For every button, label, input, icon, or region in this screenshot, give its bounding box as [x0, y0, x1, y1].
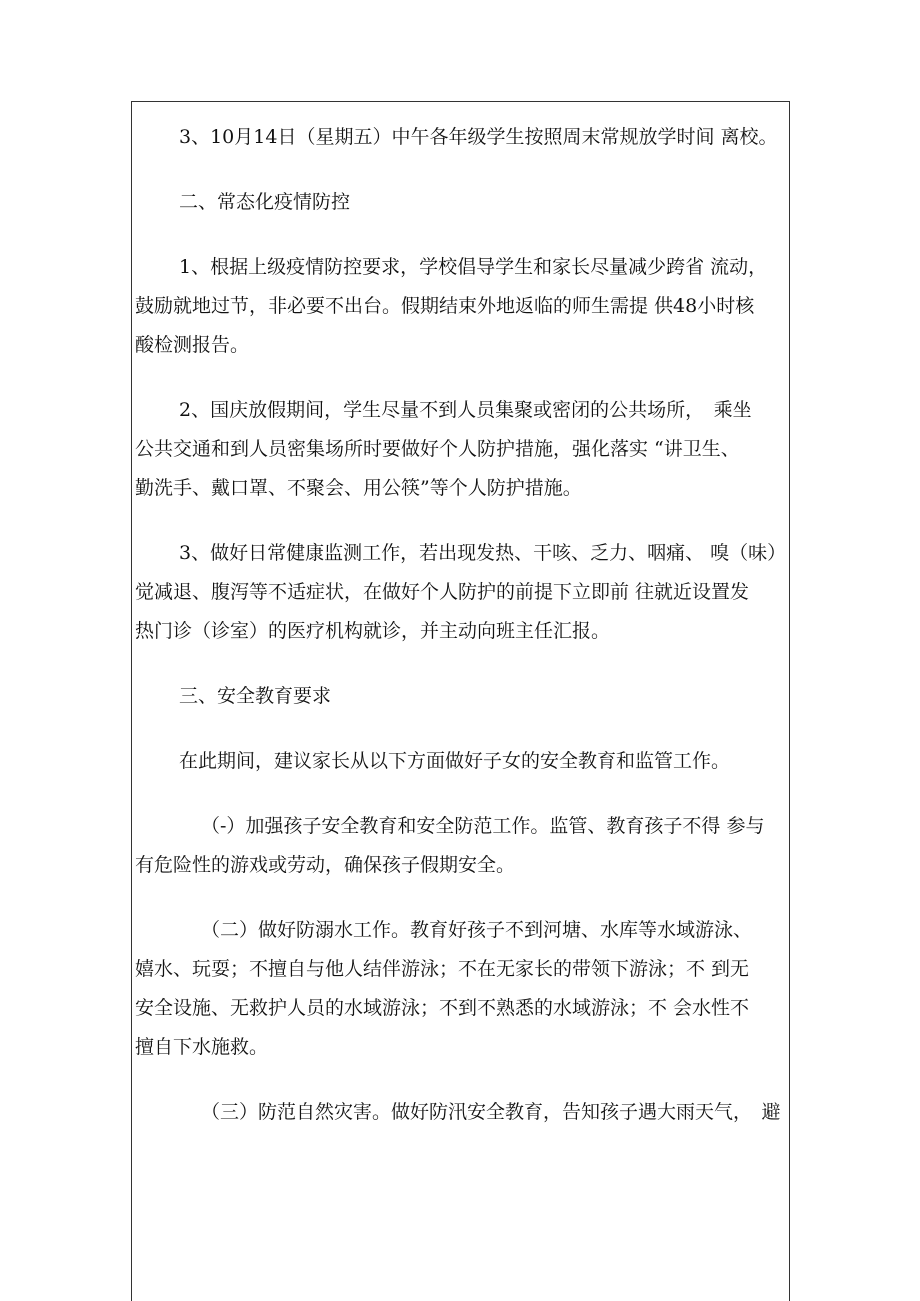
- text-line: （二）做好防溺水工作。教育好孩子不到河塘、水库等水域游泳、: [201, 919, 753, 941]
- text-line: 酸检测报告。: [135, 334, 250, 356]
- text-line: （三）防范自然灾害。做好防汛安全教育，告知孩子遇大雨天气， 避: [201, 1101, 781, 1123]
- text-line: 1、根据上级疫情防控要求，学校倡导学生和家长尽量减少跨省 流动，: [179, 256, 768, 278]
- paragraph-safety-item-1: [135, 807, 788, 885]
- paragraph-parent-advice: [135, 742, 788, 781]
- text-line: 2、国庆放假期间，学生尽量不到人员集聚或密闭的公共场所， 乘坐: [179, 399, 752, 421]
- text-line: （-）加强孩子安全教育和安全防范工作。监管、教育孩子不得 参与: [201, 815, 765, 837]
- paragraph-safety-item-2: [135, 911, 788, 1067]
- text-line: 安全设施、无救护人员的水域游泳；不到不熟悉的水域游泳；不 会水性不: [135, 997, 750, 1019]
- text-line: 热门诊（诊室）的医疗机构就诊，并主动向班主任汇报。: [135, 620, 611, 642]
- heading-epidemic-control: [135, 183, 788, 222]
- section-heading: 三、安全教育要求: [179, 685, 332, 707]
- section-heading: 二、常态化疫情防控: [179, 191, 351, 213]
- text-line: 3、做好日常健康监测工作，若出现发热、干咳、乏力、咽痛、 嗅（味）: [179, 542, 787, 564]
- text-line: 鼓励就地过节，非必要不出台。假期结束外地返临的师生需提 供48小时核: [135, 295, 755, 317]
- heading-safety-education: [135, 677, 788, 716]
- text-line: 勤洗手、戴口罩、不聚会、用公筷”等个人防护措施。: [135, 477, 582, 499]
- text-line: 嬉水、玩耍；不擅自与他人结伴游泳；不在无家长的带领下游泳；不 到无: [135, 958, 750, 980]
- paragraph-health-monitoring: [135, 534, 788, 651]
- text-line: 觉减退、腹泻等不适症状，在做好个人防护的前提下立即前 往就近设置发: [135, 581, 750, 603]
- paragraph-travel-rule: [135, 248, 788, 365]
- text-line: 公共交通和到人员密集场所时要做好个人防护措施，强化落实 “讲卫生、: [135, 438, 740, 460]
- text-line: 有危险性的游戏或劳动，确保孩子假期安全。: [135, 854, 516, 876]
- paragraph-public-places: [135, 391, 788, 508]
- paragraph-safety-item-3: [135, 1093, 788, 1132]
- paragraph-dismissal-time: [135, 118, 788, 157]
- document-body: [135, 118, 788, 1132]
- text-line: 3、10月14日（星期五）中午各年级学生按照周末常规放学时间 离校。: [179, 126, 778, 148]
- text-line: 在此期间，建议家长从以下方面做好子女的安全教育和监管工作。: [179, 750, 731, 772]
- text-line: 擅自下水施救。: [135, 1036, 269, 1058]
